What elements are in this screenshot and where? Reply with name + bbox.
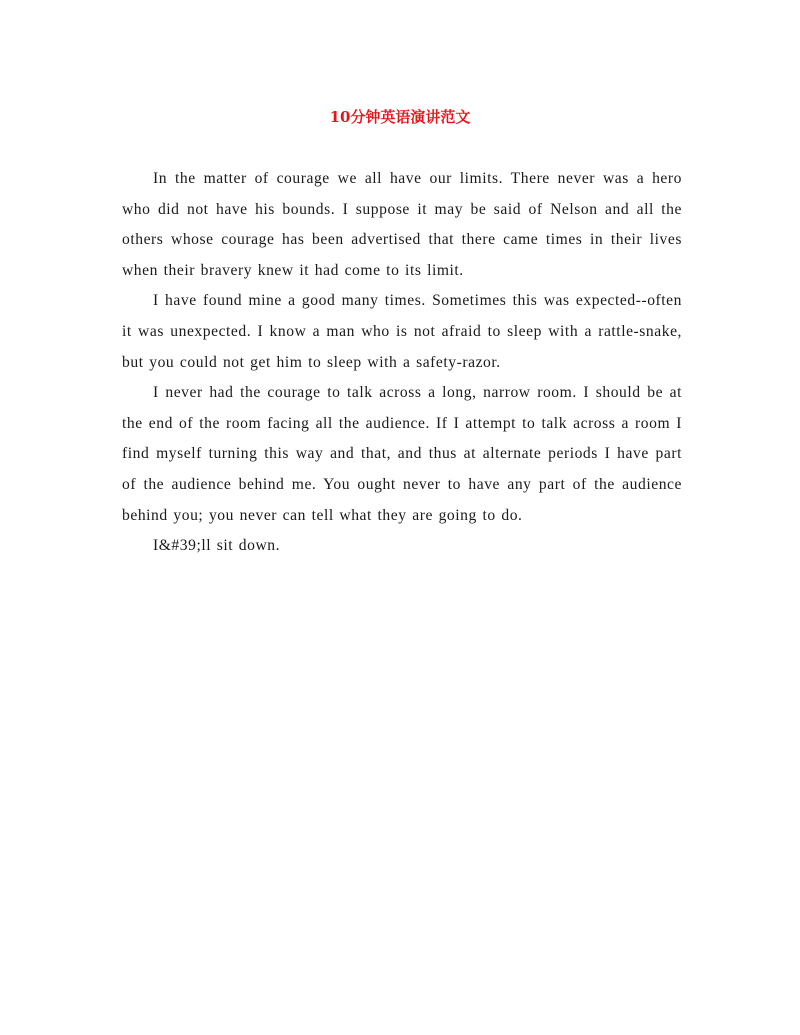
paragraph: In the matter of courage we all have our limits. There never was a hero who did not have his bounds. I suppose it may be said of Nelson and all the others whose courage has been advertised that there came times in their lives when their bravery knew it had come to its limit. bbox=[122, 170, 682, 279]
document-body bbox=[122, 164, 682, 562]
paragraph: I&#39;ll sit down. bbox=[153, 537, 281, 555]
paragraph: I never had the courage to talk across a long, narrow room. I should be at the end of the room facing all the audience. If I attempt to talk across a room I find myself turning this way and that, and thus at alternate periods I have part of the audience behind me. You ought never to have any part of the audience behind you; you never can tell what they are going to do. bbox=[122, 384, 682, 524]
paragraph: I have found mine a good many times. Sometimes this was expected--often it was unexpected. I know a man who is not afraid to sleep with a rattle-snake, but you could not get him to sleep with a safety-razor. bbox=[122, 292, 682, 371]
document-title: 10分钟英语演讲范文 bbox=[329, 108, 471, 126]
